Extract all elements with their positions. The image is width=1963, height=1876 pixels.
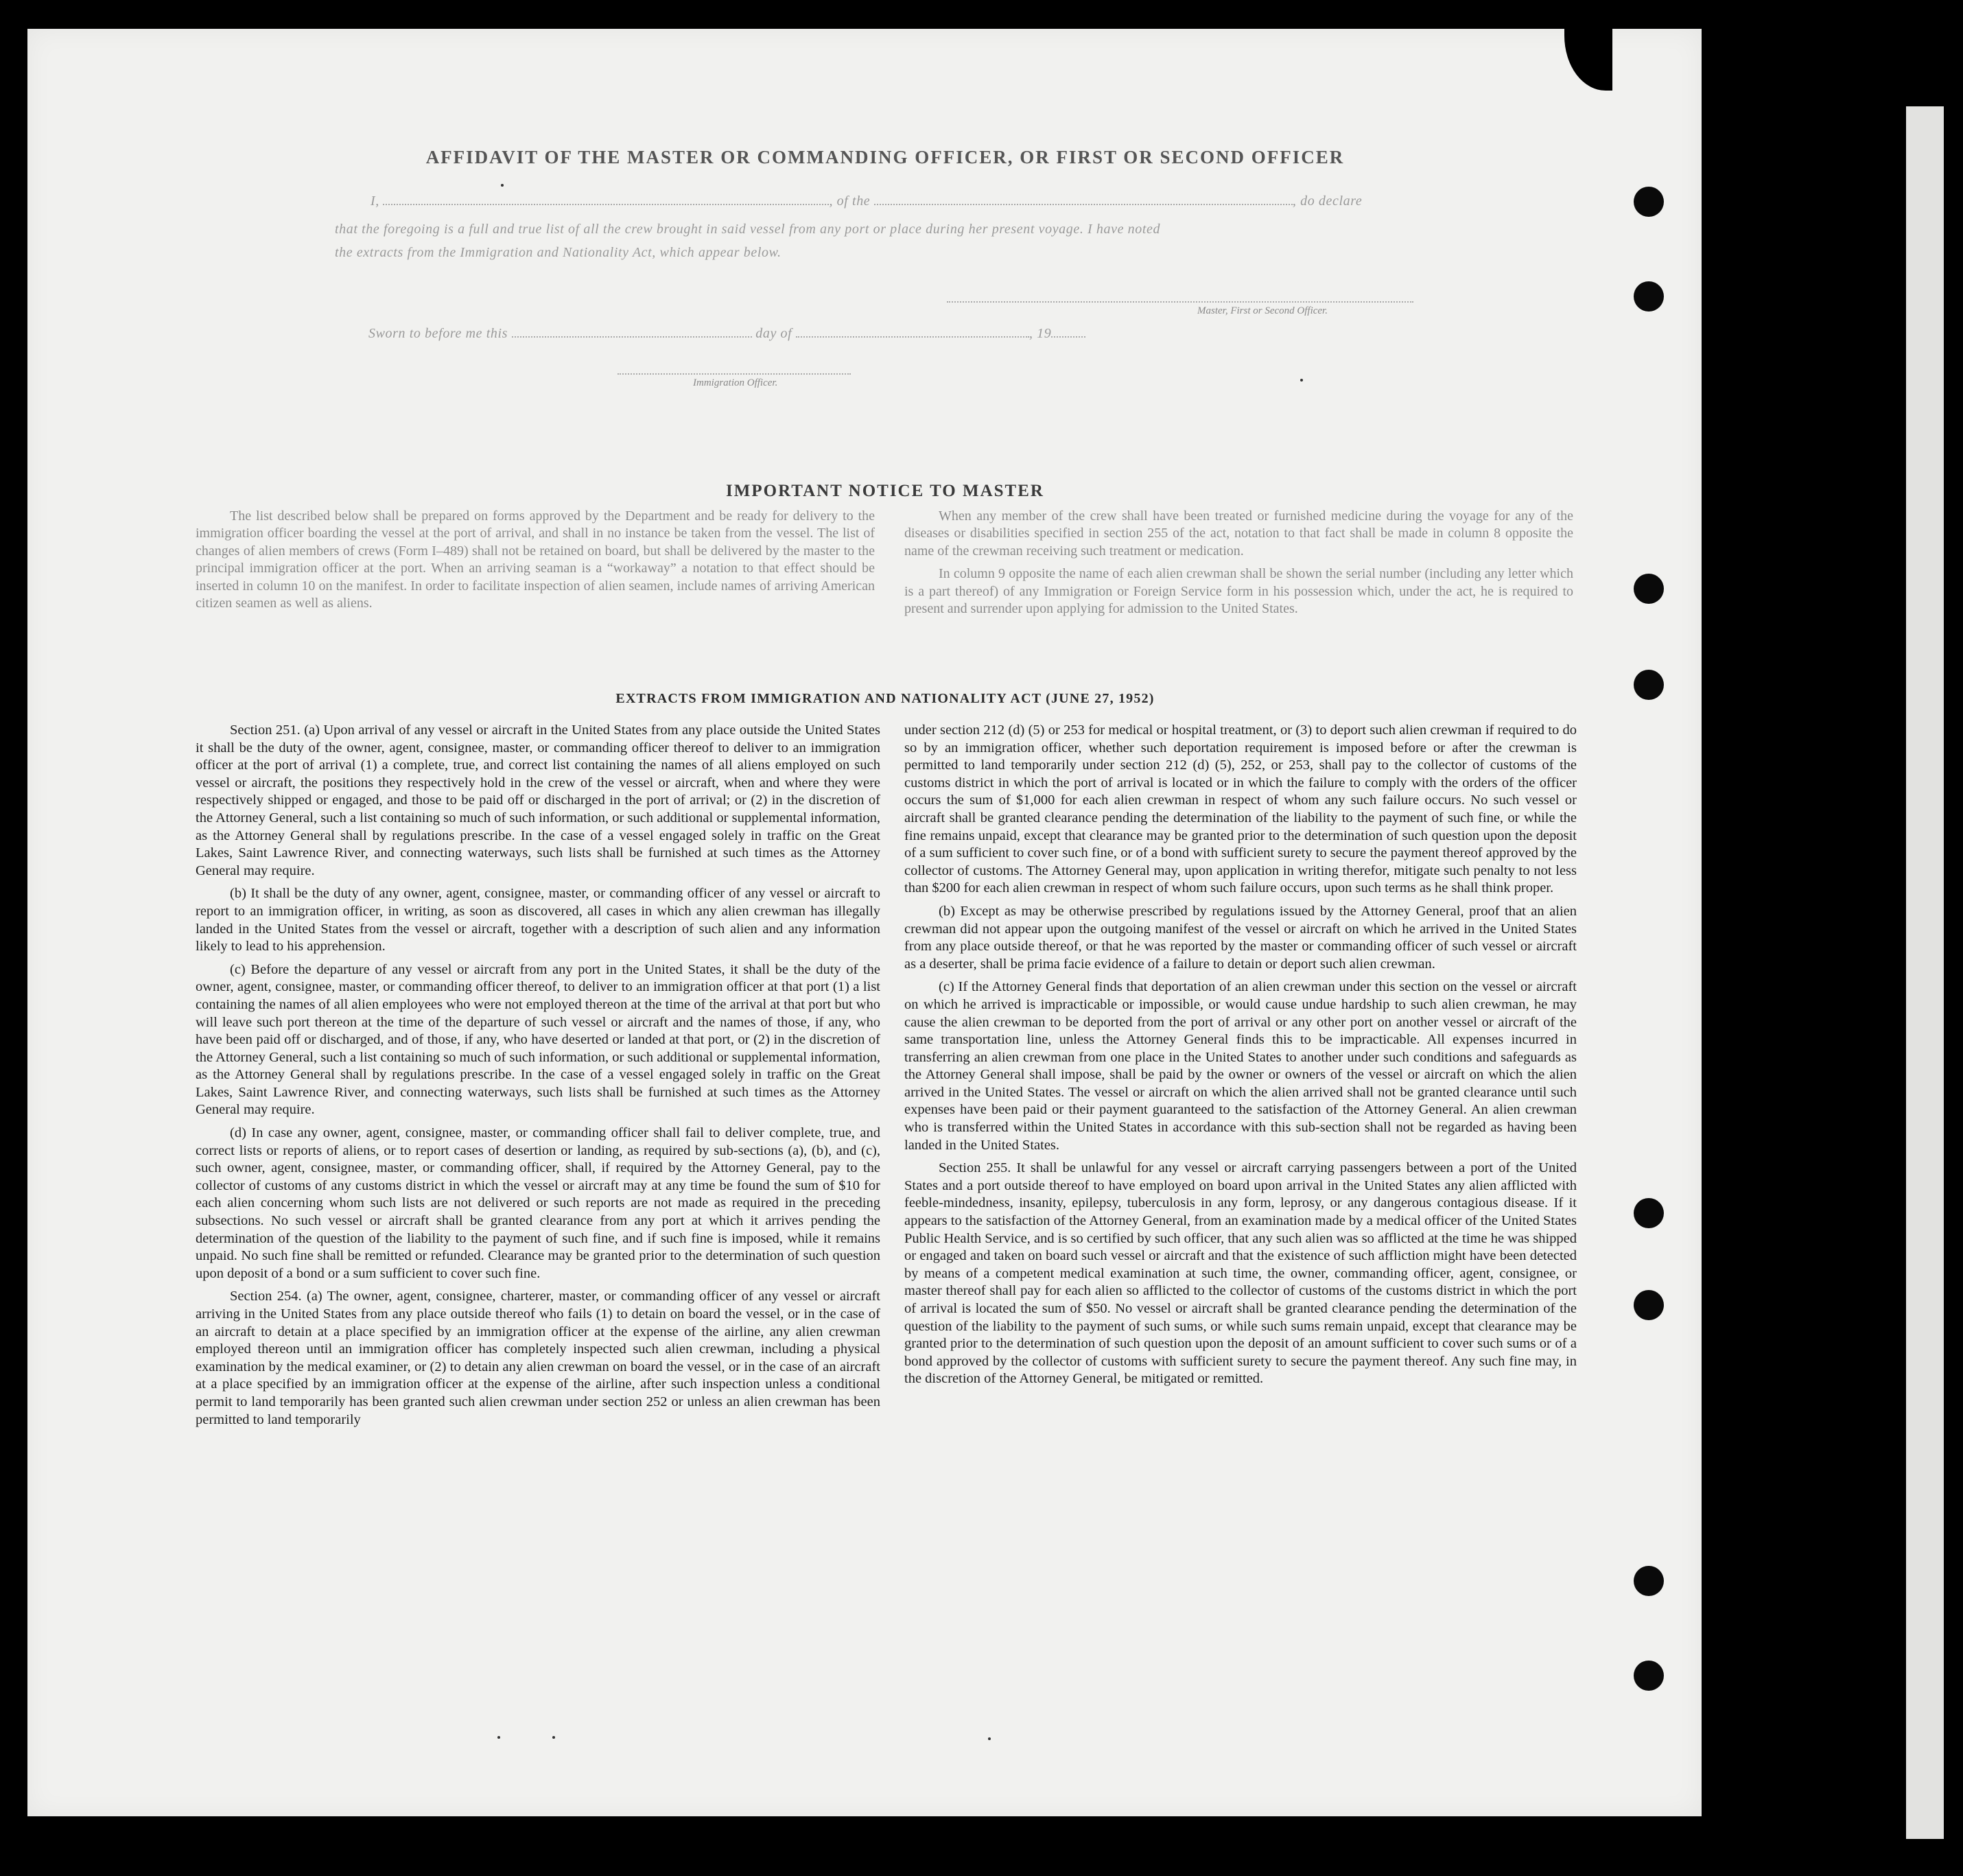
binder-hole [1634, 1290, 1664, 1320]
section-254-c: (c) If the Attorney General finds that deportation of an alien crewman under this section on the vessel or aircraft on which he arrived is impracticable or impossible, or would cause undue hardship to such alien crewman, he may cause the alien crewman to be deported from the port of arrival or any other port on another vessel or aircraft of the same transportation line, unless the Attorney General finds this to be impracticable. All expenses incurred in transferring an alien crewman from one place in the United States to another under such conditions and safeguards as the Attorney General shall impose, shall be paid by the owner or owners of the vessel or aircraft on which the alien arrived in the United States. The vessel or aircraft on which the alien arrived shall not be granted clearance until such expenses have been paid or their payment guaranteed to the satisfaction of the Attorney General. An alien crewman who is transferred within the United States in accordance with this sub-section shall not be regarded as having been landed in the United States. [904, 979, 1577, 1153]
extracts-left-column [196, 722, 880, 1434]
notice-right-paragraph-2: In column 9 opposite the name of each alien crewman shall be shown the serial number (including any letter which is a part thereof) of any Immigration or Foreign Service form in his possession which, under the act, he is required to present and surrender upon applying for admission to the United States. [904, 566, 1573, 617]
binder-hole [1634, 1566, 1664, 1596]
declaration-do-declare-label: , do declare [1292, 194, 1363, 209]
master-signature-label: Master, First or Second Officer. [1197, 305, 1328, 316]
sworn-day-field[interactable] [512, 336, 752, 338]
declaration-line-3: the extracts from the Immigration and Nationality Act, which appear below. [335, 245, 781, 260]
section-251-a: Section 251. (a) Upon arrival of any vessel or aircraft in the United States from any place outside the United States it shall be the duty of the owner, agent, consignee, master, or commanding officer thereof to deliver to an immigration officer at the port of arrival (1) a complete, true, and correct list containing the names of all aliens employed on such vessel or aircraft, the positions they respectively hold in the crew of the vessel or aircraft, when and where they were respectively shipped or engaged, and those to be paid off or discharged in the port of arrival; or (2) in the discretion of the Attorney General, such a list containing so much of such information, or such additional or supplemental information, as the Attorney General shall by regulations prescribe. In the case of a vessel engaged solely in traffic on the Great Lakes, Saint Lawrence River, and connecting waterways, such lists shall be furnished at such times as the Attorney General may require. [196, 723, 880, 878]
officer-signature-label: Immigration Officer. [693, 377, 778, 388]
master-signature-line[interactable] [947, 301, 1413, 303]
officer-signature-line[interactable] [618, 373, 851, 375]
declaration-i-label: I, [371, 194, 379, 209]
sworn-line [368, 326, 1085, 342]
binder-hole [1634, 187, 1664, 217]
section-251-d: (d) In case any owner, agent, consignee, master, or commanding officer shall fail to deliver complete, true, and correct lists or reports of aliens, or to report cases of desertion or landing, as required by sub-sections (a), (b), and (c), such owner, agent, consignee, master, or commanding officer, shall, if required by the Attorney General, pay to the collector of customs of any customs district in which the vessel or aircraft may at any time be found the sum of $10 for each alien concerning whom such lists are not delivered or such reports are not made as required in the preceding subsections. No such vessel or aircraft shall be granted clearance from any port at which it arrives pending the determination of the question of the liability to the payment of such fine, and if such fine is imposed, while it remains unpaid. No such fine shall be remitted or refunded. Clearance may be granted prior to the determination of such question upon deposit of a bond or a sum sufficient to cover such fine. [196, 1125, 880, 1281]
declaration-of-the-label: , of the [829, 194, 871, 209]
sworn-year-field[interactable] [1051, 336, 1085, 338]
extracts-right-column [904, 722, 1577, 1394]
day-of-label: day of [755, 326, 792, 341]
affidavit-title: AFFIDAVIT OF THE MASTER OR COMMANDING OFFICER, OR FIRST OR SECOND OFFICER [425, 147, 1345, 167]
section-251-b: (b) It shall be the duty of any owner, agent, consignee, master, or commanding officer of any vessel or aircraft to report to an immigration officer, in writing, as soon as discovered, all cases in which any alien crewman has illegally landed in the United States from the vessel or aircraft, together with a description of such alien and any information likely to lead to his apprehension. [196, 886, 880, 954]
adjacent-page-edge [1906, 106, 1944, 1839]
binder-hole [1634, 281, 1664, 312]
section-251-c: (c) Before the departure of any vessel or aircraft from any port in the United States, it shall be the duty of the owner, agent, consignee, master, or commanding officer thereof, to deliver to an immigration officer at that port (1) a list containing the names of all alien employees who were not employed thereon at the time of the arrival at that port but who will leave such port thereon at the time of the departure of such vessel or aircraft and the names of those, if any, who have been paid off or discharged, and of those, if any, who have deserted or landed at that port, or (2) in the discretion of the Attorney General, such a list containing so much of such information, or such additional or supplemental information, as the Attorney General shall by regulations prescribe. In the case of a vessel engaged solely in traffic on the Great Lakes, Saint Lawrence River, and connecting waterways, such lists shall be furnished at such times as the Attorney General may require. [196, 961, 880, 1118]
section-254-a: Section 254. (a) The owner, agent, consignee, charterer, master, or commanding officer of any vessel or aircraft arriving in the United States from any place outside thereof who fails (1) to detain on board the vessel, or in the case of an aircraft to detain at a place specified by an immigration officer at the expense of the airline, any alien crewman employed thereon until an immigration officer has completely inspected such alien crewman, including a physical examination by the medical examiner, or (2) to detain any alien crewman on board the vessel, or in the case of an aircraft at a place specified by an immigration officer at the expense of the airline, after such inspection unless a conditional permit to land temporarily has been granted such alien crewman under section 252 or unless an alien crewman has been permitted to land temporarily [196, 1289, 880, 1427]
notice-title: IMPORTANT NOTICE TO MASTER [726, 482, 1044, 500]
declaration-line-1 [371, 194, 1362, 209]
year-label: , 19 [1028, 326, 1052, 341]
torn-corner [1564, 22, 1612, 91]
binder-hole [1634, 1198, 1664, 1228]
binder-hole [1634, 670, 1664, 700]
document-page [27, 29, 1702, 1816]
binder-hole [1634, 1661, 1664, 1691]
name-field[interactable] [383, 204, 829, 205]
notice-left-column [196, 508, 875, 618]
vessel-field[interactable] [874, 204, 1293, 205]
binder-hole [1634, 574, 1664, 604]
notice-right-column [904, 508, 1573, 623]
section-254-b: (b) Except as may be otherwise prescribed by regulations issued by the Attorney General, proof that an alien crewman did not appear upon the outgoing manifest of the vessel or aircraft on which he arrived in the United States from any place outside thereof, or that he was reported by the master or commanding officer of such vessel or aircraft as a deserter, shall be prima facie evidence of a failure to detain or deport such alien crewman. [904, 903, 1577, 972]
declaration-line-2: that the foregoing is a full and true list of all the crew brought in said vessel from any port or place during her present voyage. I have noted [335, 222, 1161, 237]
notice-right-paragraph-1: When any member of the crew shall have been treated or furnished medicine during the voyage for any of the diseases or disabilities specified in section 255 of the act, notation to that fact shall be made in column 8 opposite the name of the crewman receiving such treatment or medication. [904, 508, 1573, 559]
section-254-a-continued: under section 212 (d) (5) or 253 for medical or hospital treatment, or (3) to deport such alien crewman if required to do so by an immigration officer, whether such deportation requirement is imposed before or after the crewman is permitted to land temporarily under section 212 (d) (5), 252, or 253, shall pay to the collector of customs of the customs district in which the port of arrival is located or in which the failure to comply with the orders of the officer occurs the sum of $1,000 for each alien crewman in respect of whom any such failure occurs. No such vessel or aircraft shall be granted clearance pending the determination of the liability to the payment of such fine, or while the fine remains unpaid, except that clearance may be granted prior to the determination of such question upon the deposit of a sum sufficient to cover such fine, or of a bond with sufficient surety to secure the payment thereof approved by the collector of customs. The Attorney General may, upon application in writing therefor, mitigate such penalty to not less than $200 for each alien crewman in respect of whom such failure occurs, upon such terms as he shall think proper. [904, 723, 1577, 896]
section-255: Section 255. It shall be unlawful for any vessel or aircraft carrying passengers between a port of the United States and a port outside thereof to have employed on board upon arrival in the United States any alien afflicted with feeble-mindedness, insanity, epilepsy, tuberculosis in any form, leprosy, or any dangerous contagious disease. If it appears to the satisfaction of the Attorney General, from an examination made by a medical officer of the United States Public Health Service, and is so certified by such officer, that any such alien was so afflicted at the time he was shipped or engaged and taken on board such vessel or aircraft and that the existence of such affliction might have been detected by means of a competent medical examination at such time, the owner, commanding officer, agent, consignee, or master thereof shall pay for each alien so afflicted to the collector of customs of the customs district in which the port of arrival is located the sum of $50. No vessel or aircraft shall be granted clearance pending the determination of the question of the liability to the payment of such sums, or while such sums remain unpaid, except that clearance may be granted prior to the determination of such question upon the deposit of an amount sufficient to cover such sums or of a bond approved by the collector of customs with sufficient surety to secure the payment thereof. Any such fine may, in the discretion of the Attorney General, be mitigated or remitted. [904, 1160, 1577, 1387]
notice-left-paragraph: The list described below shall be prepared on forms approved by the Department and be ready for delivery to the immigration officer boarding the vessel at the port of arrival, and shall in no instance be taken from the vessel. The list of changes of alien members of crews (Form I–489) shall not be retained on board, but shall be delivered by the master to the principal immigration officer at the port. When an arriving seaman is a “workaway” a notation to that effect should be inserted in column 10 on the manifest. In order to facilitate inspection of alien seamen, include names of arriving American citizen seamen as well as aliens. [196, 508, 875, 611]
sworn-label: Sworn to before me this [368, 326, 508, 341]
extracts-title: EXTRACTS FROM IMMIGRATION AND NATIONALITY ACT (JUNE 27, 1952) [615, 691, 1155, 706]
sworn-month-field[interactable] [796, 336, 1029, 338]
